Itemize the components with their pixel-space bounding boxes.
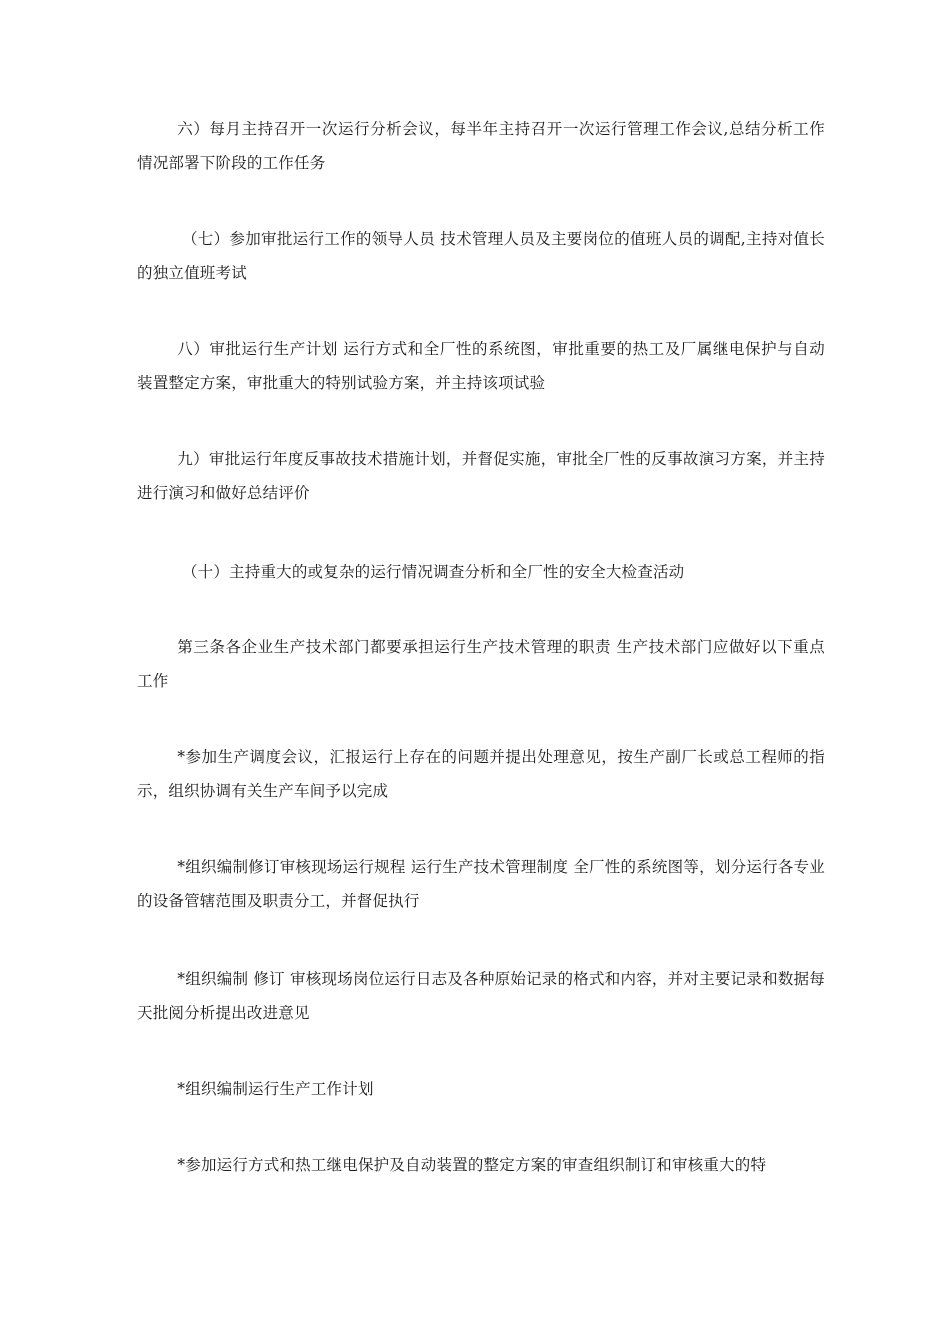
paragraph-item-9: 九）审批运行年度反事故技术措施计划，并督促实施，审批全厂性的反事故演习方案，并主持进行演习和做好总结评价 [137, 450, 825, 502]
bullet-item-work-plan: *组织编制运行生产工作计划 [177, 1080, 374, 1098]
paragraph-item-10: （十）主持重大的或复杂的运行情况调查分析和全厂性的安全大检查活动 [181, 563, 685, 581]
paragraph-item-6: 六）每月主持召开一次运行分析会议，每半年主持召开一次运行管理工作会议,总结分析工作情况部署下阶段的工作任务 [137, 120, 825, 172]
paragraph-article-3: 第三条各企业生产技术部门都要承担运行生产技术管理的职责 生产技术部门应做好以下重点工作 [137, 638, 825, 690]
paragraph-item-7: （七）参加审批运行工作的领导人员 技术管理人员及主要岗位的值班人员的调配,主持对值长的独立值班考试 [137, 230, 825, 282]
bullet-item-dispatch-meeting: *参加生产调度会议，汇报运行上存在的问题并提出处理意见，按生产副厂长或总工程师的指示，组织协调有关生产车间予以完成 [137, 748, 825, 800]
paragraph-item-8: 八）审批运行生产计划 运行方式和全厂性的系统图，审批重要的热工及厂属继电保护与自动装置整定方案，审批重大的特别试验方案，并主持该项试验 [137, 340, 825, 392]
bullet-item-operating-rules: *组织编制修订审核现场运行规程 运行生产技术管理制度 全厂性的系统图等，划分运行各专业的设备管辖范围及职责分工，并督促执行 [137, 858, 825, 910]
bullet-item-operation-logs: *组织编制 修订 审核现场岗位运行日志及各种原始记录的格式和内容，并对主要记录和数据每天批阅分析提出改进意见 [137, 970, 825, 1022]
bullet-item-setting-review: *参加运行方式和热工继电保护及自动装置的整定方案的审查组织制订和审核重大的特 [177, 1156, 767, 1174]
